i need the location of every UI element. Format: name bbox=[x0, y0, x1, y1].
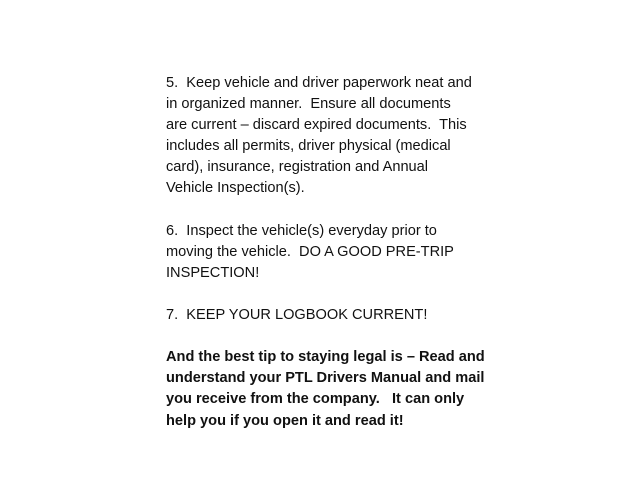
slide-body bbox=[166, 73, 496, 432]
paragraph-spacer bbox=[166, 326, 496, 347]
tip-6-line: 6. Inspect the vehicle(s) everyday prior to bbox=[166, 222, 437, 239]
tip-5-line: includes all permits, driver physical (medical bbox=[166, 138, 451, 155]
tip-5-line: in organized manner. Ensure all documents bbox=[166, 96, 451, 113]
tip-7-line: 7. KEEP YOUR LOGBOOK CURRENT! bbox=[166, 307, 428, 324]
closing-line: And the best tip to staying legal is – Read and bbox=[166, 349, 485, 366]
paragraph-spacer bbox=[166, 284, 496, 305]
closing-line: you receive from the company. It can only bbox=[166, 391, 465, 408]
tip-5-line: Vehicle Inspection(s). bbox=[166, 180, 305, 197]
closing-line: help you if you open it and read it! bbox=[166, 412, 404, 429]
tip-5-line: 5. Keep vehicle and driver paperwork neat and bbox=[166, 75, 472, 91]
tip-7-paragraph bbox=[166, 305, 496, 326]
paragraph-spacer bbox=[166, 200, 496, 221]
tip-5-line: are current – discard expired documents. This bbox=[166, 117, 467, 134]
tip-5-paragraph bbox=[166, 73, 496, 200]
tip-6-paragraph bbox=[166, 221, 496, 284]
tip-5-line: card), insurance, registration and Annual bbox=[166, 159, 429, 176]
closing-line: understand your PTL Drivers Manual and mail bbox=[166, 370, 485, 387]
tip-6-line: INSPECTION! bbox=[166, 264, 260, 281]
tip-6-line: moving the vehicle. DO A GOOD PRE-TRIP bbox=[166, 243, 454, 260]
closing-paragraph bbox=[166, 347, 496, 431]
